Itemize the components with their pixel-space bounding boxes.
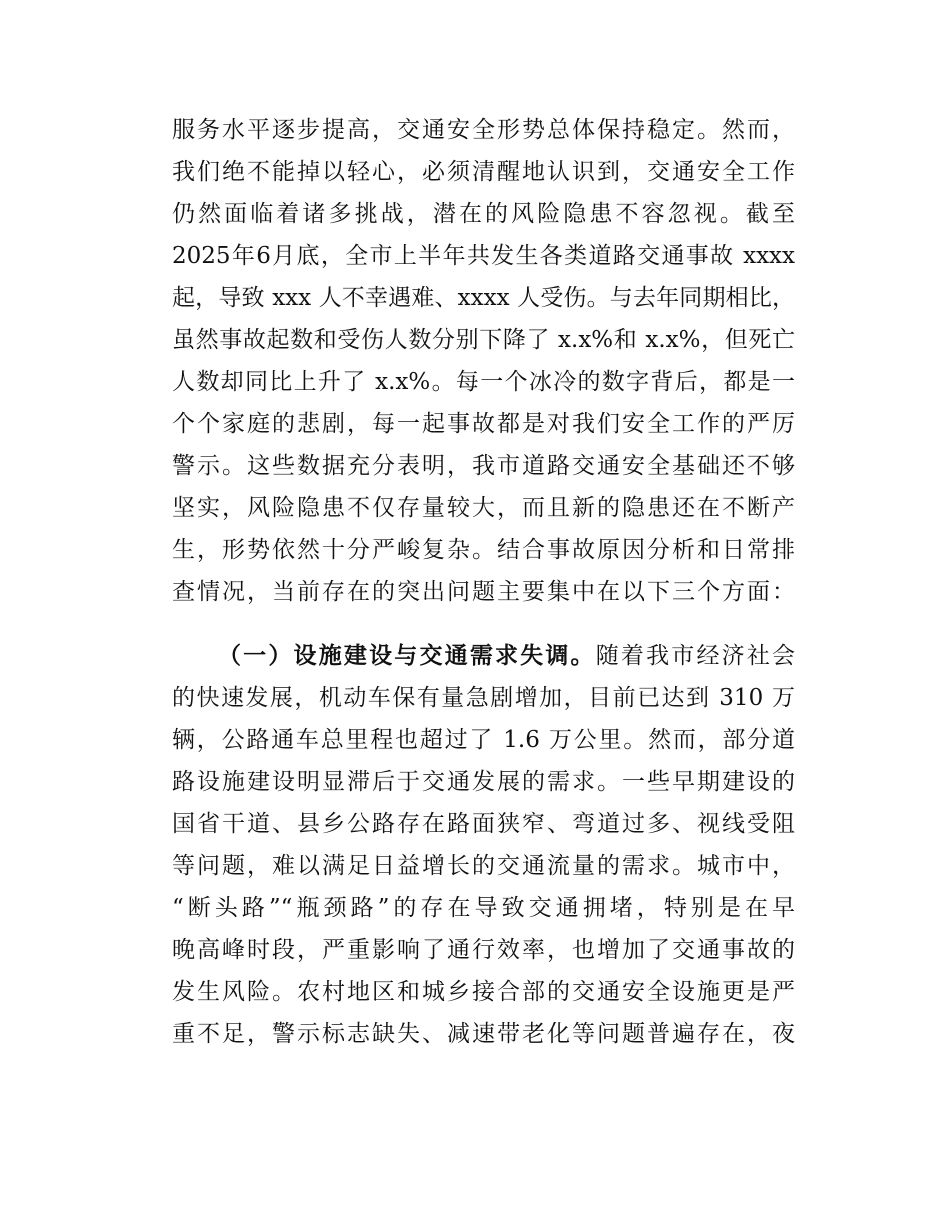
document-page (172, 109, 795, 1055)
text-line: 个个家庭的悲剧，每一起事故都是对我们安全工作的严厉 (172, 411, 795, 437)
text-line: 生，形势依然十分严峻复杂。结合事故原因分析和日常排 (172, 537, 795, 563)
text-line: 路设施建设明显滞后于交通发展的需求。一些早期建设的 (172, 769, 795, 795)
text-line-with-heading (172, 635, 795, 677)
text-line: 警示。这些数据充分表明，我市道路交通安全基础还不够 (172, 453, 795, 479)
text-line: 仍然面临着诸多挑战，潜在的风险隐患不容忽视。截至 (172, 201, 795, 227)
text-line: 人数却同比上升了 x.x%。每一个冰冷的数字背后，都是一 (172, 369, 795, 395)
paragraph-traffic-safety-situation (172, 109, 795, 613)
text-line: 发生风险。农村地区和城乡接合部的交通安全设施更是严 (172, 979, 795, 1005)
text-line: 起，导致 xxx 人不幸遇难、xxxx 人受伤。与去年同期相比， (172, 285, 795, 311)
text-line: 坚实，风险隐患不仅存量较大，而且新的隐患还在不断产 (172, 495, 795, 521)
heading-line-rest: 随着我市经济社会 (595, 643, 796, 669)
text-line: 辆，公路通车总里程也超过了 1.6 万公里。然而，部分道 (172, 727, 795, 753)
text-line: 虽然事故起数和受伤人数分别下降了 x.x%和 x.x%，但死亡 (172, 327, 795, 353)
text-line: 2025年6月底，全市上半年共发生各类道路交通事故 xxxx (172, 243, 795, 269)
text-line: 等问题，难以满足日益增长的交通流量的需求。城市中， (172, 853, 795, 879)
section-heading: （一）设施建设与交通需求失调。 (218, 643, 596, 669)
text-line: “断头路”“瓶颈路”的存在导致交通拥堵，特别是在早 (172, 895, 795, 921)
text-line: 晚高峰时段，严重影响了通行效率，也增加了交通事故的 (172, 937, 795, 963)
text-line: 我们绝不能掉以轻心，必须清醒地认识到，交通安全工作 (172, 159, 795, 185)
paragraph-infrastructure-imbalance (172, 635, 795, 1055)
text-line: 查情况，当前存在的突出问题主要集中在以下三个方面： (172, 579, 795, 605)
text-line: 的快速发展，机动车保有量急剧增加，目前已达到 310 万 (172, 685, 795, 711)
text-line: 重不足，警示标志缺失、减速带老化等问题普遍存在，夜 (172, 1021, 795, 1047)
text-line: 服务水平逐步提高，交通安全形势总体保持稳定。然而， (172, 117, 795, 143)
text-line: 国省干道、县乡公路存在路面狭窄、弯道过多、视线受阻 (172, 811, 795, 837)
